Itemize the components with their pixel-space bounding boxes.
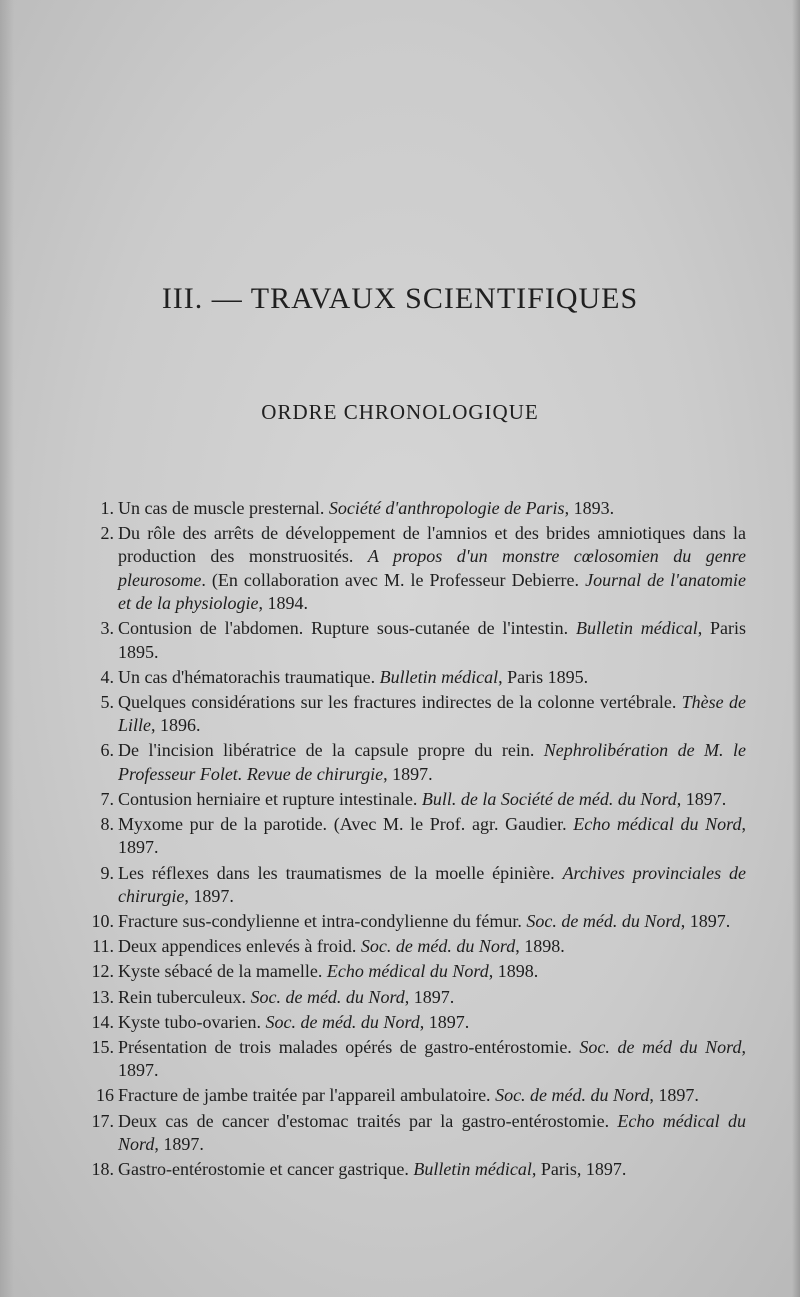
publication-text: Un cas d'hématorachis traumatique. bbox=[118, 666, 380, 687]
publication-text: Kyste tubo-ovarien. bbox=[118, 1011, 266, 1032]
publication-text: Du rôle des arrêts de développement de l'amnios et des brides amniotiques dans la production des monstruosités. bbox=[118, 523, 746, 567]
page-edge-shadow-right bbox=[792, 0, 800, 1297]
publication-text: , Paris, 1897. bbox=[531, 1159, 627, 1180]
publication-number: 5. bbox=[100, 691, 114, 712]
publication-item bbox=[74, 960, 746, 983]
publication-text: , 1897. bbox=[154, 1133, 204, 1154]
publication-text: Contusion de l'abdomen. Rupture sous-cutanée de l'intestin. bbox=[118, 618, 576, 639]
publication-item bbox=[74, 1158, 746, 1181]
publication-text: , 1896. bbox=[151, 715, 201, 736]
publication-number: 18. bbox=[91, 1159, 114, 1180]
publication-source-italic: Bulletin médical bbox=[379, 666, 499, 687]
publication-text: Gastro-entérostomie et cancer gastrique. bbox=[118, 1159, 414, 1180]
publication-number: 11. bbox=[92, 936, 114, 957]
publication-number: 9. bbox=[100, 862, 114, 883]
page-edge-shadow-left bbox=[0, 0, 14, 1297]
publication-source-italic: Echo médical du Nord bbox=[118, 1110, 746, 1154]
publication-source-italic: Soc. de méd. du Nord bbox=[360, 936, 516, 957]
publication-text: Présentation de trois malades opérés de gastro-entérostomie. bbox=[118, 1037, 580, 1057]
publication-text: Les réflexes dans les traumatismes de la moelle épinière. bbox=[118, 862, 563, 883]
publication-number: 3. bbox=[100, 618, 114, 639]
publication-source-italic: Nephrolibération de M. le Professeur Folet. Revue de chirurgie bbox=[118, 740, 746, 784]
publication-number: 15. bbox=[91, 1037, 114, 1057]
section-heading: III. — TRAVAUX SCIENTIFIQUES bbox=[161, 282, 639, 315]
publication-source-italic: Société d'anthropologie de Paris bbox=[328, 498, 565, 518]
publication-list bbox=[74, 497, 746, 1183]
publication-number: 16 bbox=[96, 1085, 114, 1106]
publication-text: , 1897. bbox=[649, 1085, 699, 1106]
publication-source-italic: A propos d'un monstre cœlosomien du genre pleurosome bbox=[118, 546, 747, 590]
publication-text: , 1897. bbox=[118, 814, 746, 858]
publication-item bbox=[74, 522, 746, 615]
publication-source-italic: Bulletin médical bbox=[413, 1159, 532, 1180]
publication-text: , 1898. bbox=[515, 936, 565, 957]
publication-text: Deux appendices enlevés à froid. bbox=[118, 936, 361, 957]
publication-number: 1. bbox=[100, 498, 114, 518]
publication-source-italic: Soc. de méd. du Nord bbox=[265, 1011, 420, 1032]
publication-text: De l'incision libératrice de la capsule propre du rein. bbox=[118, 740, 544, 761]
publication-source-italic: Journal de l'anatomie et de la physiologie bbox=[118, 569, 747, 614]
publication-text: Un cas de muscle presternal. bbox=[118, 498, 329, 518]
publication-item bbox=[74, 1084, 746, 1107]
publication-item bbox=[74, 497, 746, 520]
publication-item bbox=[74, 666, 746, 689]
publication-number: 2. bbox=[100, 523, 114, 544]
publication-text: Deux cas de cancer d'estomac traités par la gastro-entérostomie. bbox=[118, 1110, 618, 1131]
publication-source-italic: Thèse de Lille bbox=[118, 691, 746, 736]
publication-text: Kyste sébacé de la mamelle. bbox=[118, 961, 327, 982]
publication-source-italic: Soc. de méd. du Nord bbox=[526, 911, 681, 932]
publication-number: 4. bbox=[100, 666, 114, 687]
publication-item bbox=[74, 617, 746, 664]
publication-item bbox=[74, 739, 746, 786]
publication-source-italic: Bulletin médical bbox=[575, 618, 698, 639]
publication-text: , 1894. bbox=[258, 593, 308, 614]
publication-source-italic: Echo médical du Nord bbox=[573, 814, 742, 835]
publication-text: Contusion herniaire et rupture intestinale. bbox=[118, 788, 422, 809]
publication-text: , 1898. bbox=[488, 961, 539, 982]
publication-text: , 1897. bbox=[676, 788, 727, 809]
section-subheading: ORDRE CHRONOLOGIQUE bbox=[261, 400, 539, 424]
publication-source-italic: Soc. de méd du Nord bbox=[579, 1037, 742, 1057]
publication-source-italic: Soc. de méd. du Nord bbox=[495, 1085, 650, 1106]
publication-text: , 1897. bbox=[680, 911, 731, 932]
publication-text: , 1897. bbox=[419, 1011, 470, 1032]
publication-number: 10. bbox=[91, 911, 114, 932]
publication-text: Fracture sus-condylienne et intra-condylienne du fémur. bbox=[118, 911, 527, 932]
publication-number: 13. bbox=[91, 986, 114, 1007]
publication-text: Myxome pur de la parotide. (Avec M. le Prof. agr. Gaudier. bbox=[118, 814, 574, 835]
publication-number: 8. bbox=[100, 814, 114, 835]
publication-source-italic: Bull. de la Société de méd. du Nord bbox=[421, 788, 677, 809]
publication-item bbox=[74, 1110, 746, 1157]
publication-text: , 1897. bbox=[383, 763, 433, 784]
publication-text: Rein tuberculeux. bbox=[118, 986, 251, 1007]
publication-item bbox=[74, 1011, 746, 1034]
publication-number: 17. bbox=[91, 1110, 114, 1131]
publication-number: 12. bbox=[91, 961, 114, 982]
publication-item bbox=[74, 986, 746, 1009]
publication-text: , 1897. bbox=[404, 986, 455, 1007]
publication-item bbox=[74, 691, 746, 738]
publication-item bbox=[74, 1036, 746, 1083]
publication-item bbox=[74, 910, 746, 933]
publication-source-italic: Soc. de méd. du Nord bbox=[250, 986, 405, 1007]
publication-number: 14. bbox=[91, 1011, 114, 1032]
publication-item bbox=[74, 813, 746, 860]
publication-text: , 1897. bbox=[118, 1037, 746, 1081]
publication-number: 6. bbox=[100, 740, 114, 761]
publication-text: Fracture de jambe traitée par l'appareil ambulatoire. bbox=[118, 1085, 496, 1106]
publication-text: , Paris 1895. bbox=[118, 618, 747, 662]
publication-text: , 1893. bbox=[564, 498, 615, 518]
publication-item bbox=[74, 788, 746, 811]
publication-text: , Paris 1895. bbox=[498, 666, 589, 687]
publication-text: , 1897. bbox=[184, 885, 234, 906]
publication-text: . (En collaboration avec M. le Professeur Debierre. bbox=[201, 569, 586, 590]
publication-item bbox=[74, 935, 746, 958]
publication-text: Quelques considérations sur les fractures indirectes de la colonne vertébrale. bbox=[118, 691, 682, 712]
publication-source-italic: Archives provinciales de chirurgie bbox=[118, 862, 746, 906]
publication-item bbox=[74, 862, 746, 909]
publication-source-italic: Echo médical du Nord bbox=[326, 961, 489, 982]
publication-number: 7. bbox=[100, 788, 114, 809]
